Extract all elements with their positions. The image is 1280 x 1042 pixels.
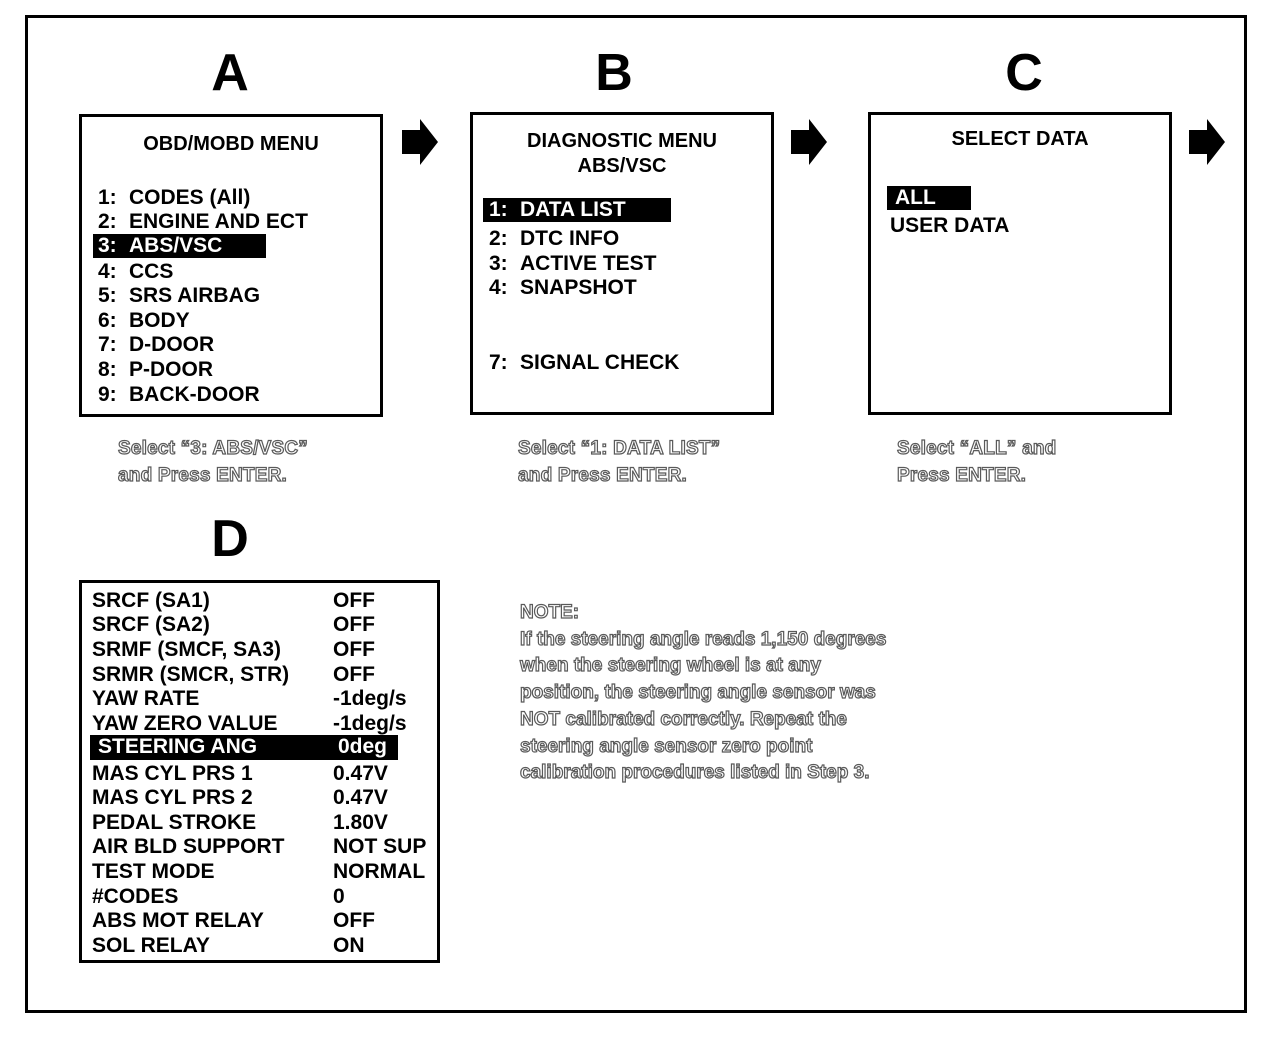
- note-line: NOT calibrated correctly. Repeat the: [520, 708, 847, 730]
- screen-c-select-data: [868, 112, 1172, 415]
- table-row: MAS CYL PRS 2 0.47V: [92, 786, 388, 809]
- menu-item-selected[interactable]: 1: DATA LIST: [483, 198, 671, 222]
- table-row-selected: STEERING ANG 0deg: [82, 735, 437, 759]
- table-row: SRMF (SMCF, SA3) OFF: [92, 638, 375, 661]
- right-arrow-icon: [400, 117, 440, 167]
- screen-b-title-line1: DIAGNOSTIC MENU: [527, 130, 717, 152]
- panel-b-letter: B: [595, 44, 633, 102]
- panel-a-letter: A: [211, 44, 249, 102]
- note-line: position, the steering angle sensor was: [520, 682, 876, 704]
- note-line: when the steering wheel is at any: [520, 655, 821, 677]
- table-row: PEDAL STROKE 1.80V: [92, 811, 388, 834]
- note-line: calibration procedures listed in Step 3.: [520, 762, 870, 784]
- menu-item[interactable]: USER DATA: [890, 214, 1010, 237]
- menu-item[interactable]: 9: BACK-DOOR: [98, 383, 260, 406]
- note-block: [520, 600, 990, 787]
- screen-a-obd-menu: [79, 114, 383, 417]
- menu-item[interactable]: 7: D-DOOR: [98, 333, 215, 356]
- right-arrow-icon: [789, 117, 829, 167]
- table-row: SRCF (SA2) OFF: [92, 613, 375, 636]
- menu-item[interactable]: 2: DTC INFO: [489, 227, 620, 250]
- table-row: SOL RELAY ON: [92, 934, 365, 957]
- table-row: YAW ZERO VALUE -1deg/s: [92, 712, 407, 735]
- screen-b-diagnostic-menu: [470, 112, 774, 415]
- menu-item[interactable]: 3: ACTIVE TEST: [489, 252, 657, 275]
- panel-d-letter: D: [211, 510, 249, 568]
- menu-item[interactable]: 4: CCS: [98, 260, 174, 283]
- menu-item[interactable]: 2: ENGINE AND ECT: [98, 210, 308, 233]
- menu-item[interactable]: 5: SRS AIRBAG: [98, 284, 261, 307]
- screen-c-title: SELECT DATA: [951, 128, 1089, 150]
- panel-c-letter: C: [1005, 44, 1043, 102]
- table-row: SRMR (SMCR, STR) OFF: [92, 663, 375, 686]
- menu-item[interactable]: 6: BODY: [98, 309, 190, 332]
- menu-item-selected[interactable]: ALL: [887, 186, 971, 210]
- caption-b: Select “1: DATA LIST” and Press ENTER.: [518, 438, 721, 486]
- screen-b-title-line2: ABS/VSC: [577, 155, 667, 177]
- table-row: YAW RATE -1deg/s: [92, 687, 407, 710]
- menu-item[interactable]: 4: SNAPSHOT: [489, 276, 637, 299]
- menu-item[interactable]: 8: P-DOOR: [98, 358, 213, 381]
- caption-c: Select “ALL” and Press ENTER.: [897, 438, 1057, 486]
- table-row: ABS MOT RELAY OFF: [92, 909, 375, 932]
- table-row: TEST MODE NORMAL: [92, 860, 426, 883]
- menu-item[interactable]: 7: SIGNAL CHECK: [489, 351, 680, 374]
- menu-item[interactable]: 1: CODES (All): [98, 186, 251, 209]
- menu-item-selected[interactable]: 3: ABS/VSC: [93, 234, 266, 258]
- table-row: AIR BLD SUPPORT NOT SUP: [92, 835, 427, 858]
- table-row: SRCF (SA1) OFF: [92, 589, 375, 612]
- screen-d-data-list: [79, 580, 440, 963]
- table-row: MAS CYL PRS 1 0.47V: [92, 762, 388, 785]
- table-row: #CODES 0: [92, 885, 345, 908]
- note-heading: NOTE:: [520, 602, 580, 623]
- screen-a-title: OBD/MOBD MENU: [143, 133, 319, 155]
- note-line: steering angle sensor zero point: [520, 735, 813, 757]
- note-line: If the steering angle reads 1,150 degrees: [520, 628, 887, 650]
- right-arrow-icon: [1187, 117, 1227, 167]
- caption-a: Select “3: ABS/VSC” and Press ENTER.: [118, 438, 308, 486]
